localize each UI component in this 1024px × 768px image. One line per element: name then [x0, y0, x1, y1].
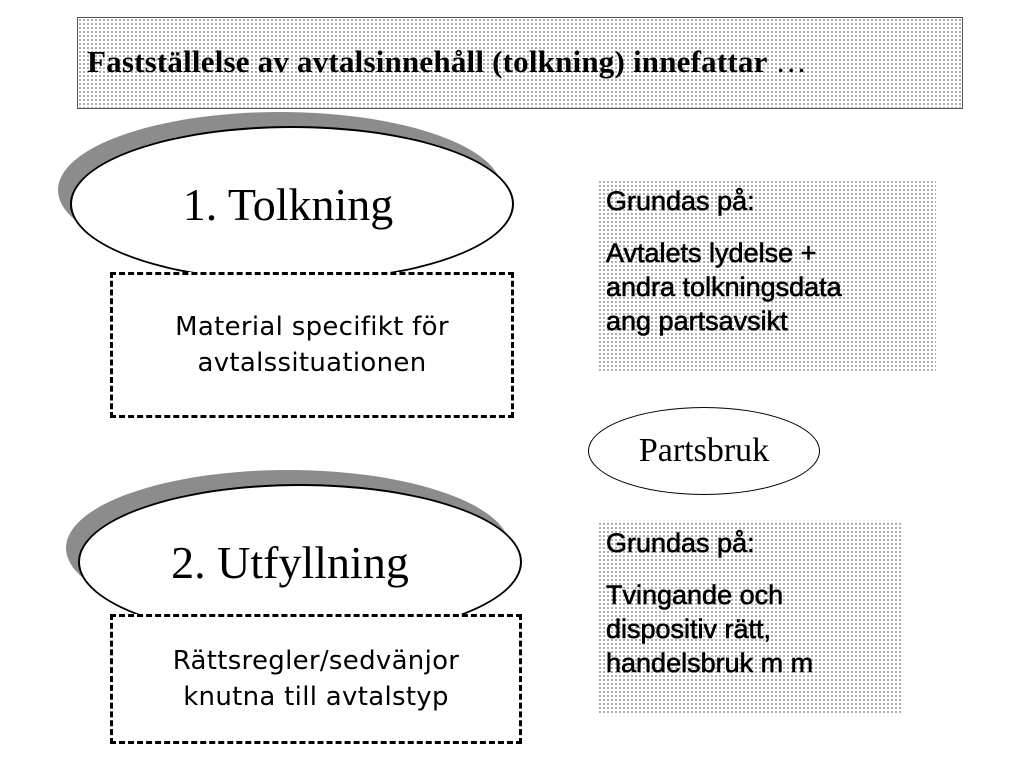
tolkning-basis-line-1: Avtalets lydelse + [606, 238, 817, 268]
tolkning-basis-heading: Grundas på: [606, 186, 755, 216]
utfyllning-material-line-1: Rättsregler/sedvänjor [172, 646, 460, 676]
tolkning-material-line-2: avtalssituationen [197, 348, 427, 378]
utfyllning-material-box [110, 614, 522, 744]
utfyllning-basis-heading: Grundas på: [606, 528, 755, 558]
utfyllning-basis-line-2: dispositiv rätt, [606, 614, 772, 644]
tolkning-label: 1. Tolkning [182, 178, 394, 230]
title-ellipsis: … [775, 44, 807, 79]
utfyllning-material-line-2: knutna till avtalstyp [183, 682, 449, 712]
partsbruk-ellipse [588, 407, 820, 495]
utfyllning-basis-box [598, 522, 902, 714]
tolkning-basis-line-2: andra tolkningsdata [606, 272, 842, 302]
partsbruk-label: Partsbruk [638, 432, 770, 469]
tolkning-basis-line-3: ang partsavsikt [606, 306, 788, 336]
tolkning-ellipse [70, 126, 514, 282]
tolkning-material-line-1: Material specifikt för [175, 312, 449, 342]
utfyllning-label: 2. Utfyllning [171, 536, 409, 588]
title-main: Fastställelse av avtalsinnehåll (tolkning) innefattar [87, 44, 768, 79]
utfyllning-basis-line-3: handelsbruk m m [606, 648, 814, 678]
tolkning-material-box [110, 272, 514, 418]
utfyllning-basis-line-1: Tvingande och [606, 580, 784, 610]
tolkning-basis-box [598, 180, 936, 372]
page-title [87, 44, 807, 80]
